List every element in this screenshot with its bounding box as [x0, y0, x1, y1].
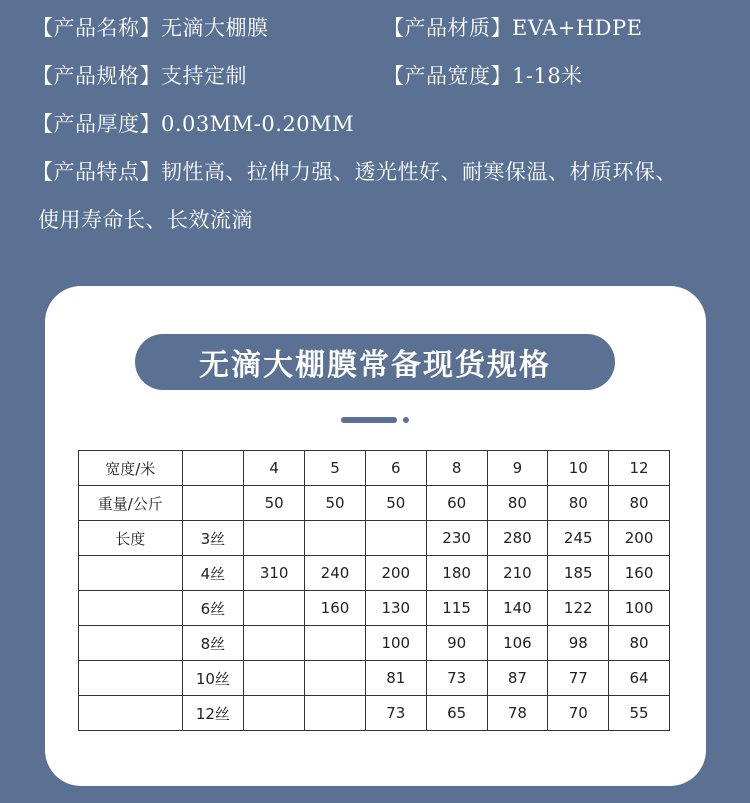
- table-cell: 210: [487, 556, 548, 591]
- table-row: [79, 486, 670, 521]
- table-cell: 50: [365, 486, 426, 521]
- table-cell: 50: [244, 486, 305, 521]
- table-cell: 8: [426, 451, 487, 486]
- thickness-cell: 12丝: [182, 696, 244, 731]
- table-cell: 70: [548, 696, 609, 731]
- product-name: 【产品名称】无滴大棚膜: [32, 16, 269, 40]
- thickness-cell: 6丝: [182, 591, 244, 626]
- table-cell: 115: [426, 591, 487, 626]
- table-row: [79, 696, 670, 731]
- table-cell: [244, 661, 305, 696]
- table-cell: 230: [426, 521, 487, 556]
- table-cell: 5: [305, 451, 366, 486]
- table-cell: [305, 626, 366, 661]
- table-cell: 160: [609, 556, 670, 591]
- table-cell: 4: [244, 451, 305, 486]
- table-row: [79, 591, 670, 626]
- product-width: 【产品宽度】1-18米: [383, 64, 583, 88]
- table-cell: 50: [305, 486, 366, 521]
- table-cell: 106: [487, 626, 548, 661]
- table-cell: 140: [487, 591, 548, 626]
- table-row: [79, 556, 670, 591]
- table-cell: 55: [609, 696, 670, 731]
- table-row: [79, 521, 670, 556]
- table-cell: 6: [365, 451, 426, 486]
- row-header-cell: [79, 661, 183, 696]
- thickness-cell: 8丝: [182, 626, 244, 661]
- row-header-cell: [79, 696, 183, 731]
- table-cell: [244, 696, 305, 731]
- product-material: 【产品材质】EVA+HDPE: [383, 16, 643, 40]
- thickness-cell: 3丝: [182, 521, 244, 556]
- table-cell: 65: [426, 696, 487, 731]
- table-cell: 73: [365, 696, 426, 731]
- thickness-cell: [182, 451, 244, 486]
- table-cell: 200: [365, 556, 426, 591]
- row-header-cell: 重量/公斤: [79, 486, 183, 521]
- table-cell: [305, 696, 366, 731]
- table-cell: 240: [305, 556, 366, 591]
- table-cell: 12: [609, 451, 670, 486]
- table-cell: 60: [426, 486, 487, 521]
- table-cell: 9: [487, 451, 548, 486]
- table-cell: 81: [365, 661, 426, 696]
- table-cell: [305, 661, 366, 696]
- table-cell: 200: [609, 521, 670, 556]
- product-features: 【产品特点】韧性高、拉伸力强、透光性好、耐寒保温、材质环保、: [32, 160, 677, 184]
- table-cell: 160: [305, 591, 366, 626]
- divider-bar: [341, 417, 397, 423]
- table-cell: [244, 521, 305, 556]
- table-cell: [244, 626, 305, 661]
- row-header-cell: 宽度/米: [79, 451, 183, 486]
- table-cell: 100: [609, 591, 670, 626]
- table-cell: 98: [548, 626, 609, 661]
- table-cell: 87: [487, 661, 548, 696]
- table-cell: 310: [244, 556, 305, 591]
- divider-dot: [403, 417, 409, 423]
- table-cell: 80: [609, 486, 670, 521]
- table-cell: 80: [548, 486, 609, 521]
- table-cell: [365, 521, 426, 556]
- table-row: [79, 451, 670, 486]
- product-spec: 【产品规格】支持定制: [32, 64, 247, 88]
- table-cell: 280: [487, 521, 548, 556]
- table-cell: 80: [609, 626, 670, 661]
- row-header-cell: [79, 591, 183, 626]
- table-cell: 245: [548, 521, 609, 556]
- table-cell: 180: [426, 556, 487, 591]
- table-cell: 10: [548, 451, 609, 486]
- row-header-cell: 长度: [79, 521, 183, 556]
- spec-table: [78, 450, 670, 731]
- thickness-cell: 10丝: [182, 661, 244, 696]
- table-cell: 90: [426, 626, 487, 661]
- table-cell: [244, 591, 305, 626]
- product-thickness: 【产品厚度】0.03MM-0.20MM: [32, 112, 355, 136]
- table-cell: 80: [487, 486, 548, 521]
- table-cell: 185: [548, 556, 609, 591]
- table-row: [79, 661, 670, 696]
- table-cell: 73: [426, 661, 487, 696]
- table-cell: 77: [548, 661, 609, 696]
- table-row: [79, 626, 670, 661]
- row-header-cell: [79, 626, 183, 661]
- table-cell: 130: [365, 591, 426, 626]
- table-cell: 100: [365, 626, 426, 661]
- spec-card-title: 无滴大棚膜常备现货规格: [135, 334, 615, 390]
- table-cell: 78: [487, 696, 548, 731]
- spec-card: [45, 286, 706, 786]
- product-features-continued: 使用寿命长、长效流滴: [38, 208, 253, 232]
- table-cell: 122: [548, 591, 609, 626]
- thickness-cell: 4丝: [182, 556, 244, 591]
- row-header-cell: [79, 556, 183, 591]
- table-cell: 64: [609, 661, 670, 696]
- table-cell: [305, 521, 366, 556]
- thickness-cell: [182, 486, 244, 521]
